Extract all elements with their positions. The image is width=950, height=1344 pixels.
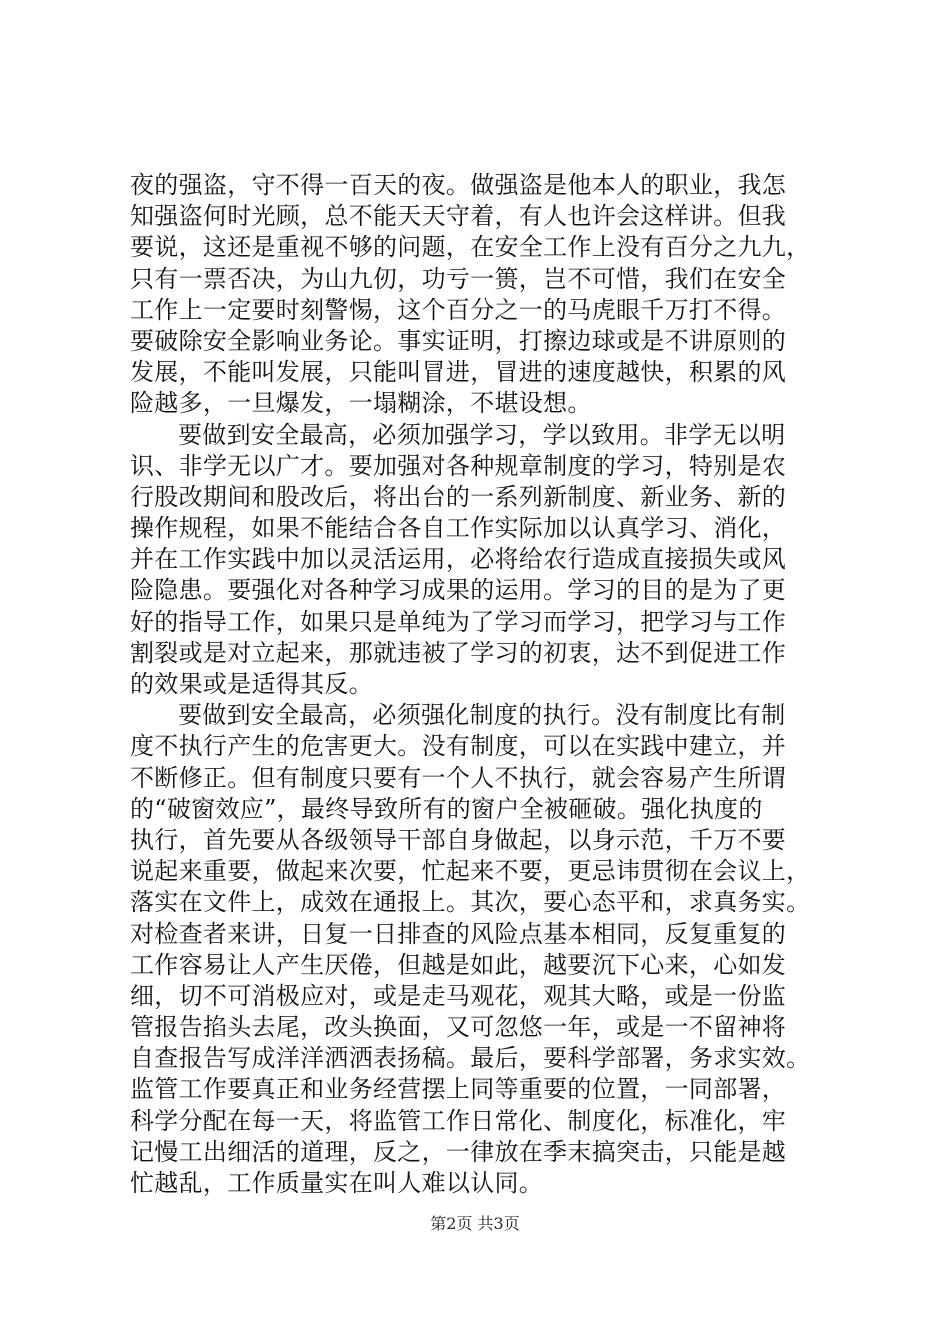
text-line: 夜的强盗，守不得一百天的夜。做强盗是他本人的职业，我怎	[130, 171, 787, 199]
text-line: 要做到安全最高，必须加强学习，学以致用。非学无以明	[178, 420, 786, 449]
text-line: 要做到安全最高，必须强化制度的执行。没有制度比有制	[178, 701, 786, 730]
text-line: 度不执行产生的危害更大。没有制度，可以在实践中建立，并	[130, 732, 787, 761]
text-line: 监管工作要真正和业务经营摆上同等重要的位置，一同部署，	[130, 1075, 787, 1104]
text-line: 割裂或是对立起来，那就违被了学习的初衷，达不到促进工作	[130, 638, 787, 667]
text-line: 落实在文件上，成效在通报上。其次，要心态平和，求真务实。	[130, 888, 811, 917]
paragraph	[130, 420, 850, 701]
paragraph	[130, 700, 850, 1199]
text-line: 工作容易让人产生厌倦，但越是如此，越要沉下心来，心如发	[130, 950, 787, 979]
text-line: 发展，不能叫发展，只能叫冒进，冒进的速度越快，积累的风	[130, 358, 787, 387]
text-line: 忙越乱，工作质量实在叫人难以认同。	[130, 1169, 544, 1197]
text-line: 的“破窗效应”，最终导致所有的窗户全被砸破。强化执度的	[130, 794, 763, 823]
paragraph	[130, 170, 850, 420]
text-line: 识、非学无以广才。要加强对各种规章制度的学习，特别是农	[130, 451, 787, 480]
document-body	[130, 170, 850, 1199]
text-line: 险越多，一旦爆发，一塌糊涂，不堪设想。	[130, 389, 592, 418]
text-line: 行股改期间和股改后，将出台的一系列新制度、新业务、新的	[130, 482, 787, 511]
text-line: 只有一票否决，为山九仞，功亏一篑，岂不可惜，我们在安全	[130, 264, 787, 293]
text-line: 细，切不可消极应对，或是走马观花，观其大略，或是一份监	[130, 981, 787, 1010]
text-line: 险隐患。要强化对各种学习成果的运用。学习的目的是为了更	[130, 576, 787, 605]
text-line: 自查报告写成洋洋洒洒表扬稿。最后，要科学部署，务求实效。	[130, 1044, 811, 1073]
text-line: 的效果或是适得其反。	[130, 670, 373, 698]
text-line: 并在工作实践中加以灵活运用，必将给农行造成直接损失或风	[130, 545, 787, 574]
text-line: 管报告掐头去尾，改头换面，又可忽悠一年，或是一不留神将	[130, 1013, 787, 1042]
text-line: 不断修正。但有制度只要有一个人不执行，就会容易产生所谓	[130, 763, 787, 792]
text-line: 执行，首先要从各级领导干部自身做起，以身示范，千万不要	[130, 825, 787, 854]
text-line: 对检查者来讲，日复一日排查的风险点基本相同，反复重复的	[130, 919, 787, 948]
text-line: 操作规程，如果不能结合各自工作实际加以认真学习、消化，	[130, 514, 787, 543]
text-line: 知强盗何时光顾，总不能天天守着，有人也许会这样讲。但我	[130, 202, 787, 231]
text-line: 说起来重要，做起来次要，忙起来不要，更忌讳贯彻在会议上，	[130, 857, 811, 886]
text-line: 好的指导工作，如果只是单纯为了学习而学习，把学习与工作	[130, 607, 787, 636]
text-line: 记慢工出细活的道理，反之，一律放在季末搞突击，只能是越	[130, 1137, 787, 1166]
text-line: 要破除安全影响业务论。事实证明，打擦边球或是不讲原则的	[130, 326, 787, 355]
text-line: 要说，这还是重视不够的问题，在安全工作上没有百分之九九，	[130, 233, 811, 262]
text-line: 工作上一定要时刻警惕，这个百分之一的马虎眼千万打不得。	[130, 295, 787, 324]
page-footer: 第2页 共3页	[430, 1214, 520, 1233]
text-line: 科学分配在每一天，将监管工作日常化、制度化，标准化，牢	[130, 1106, 787, 1135]
